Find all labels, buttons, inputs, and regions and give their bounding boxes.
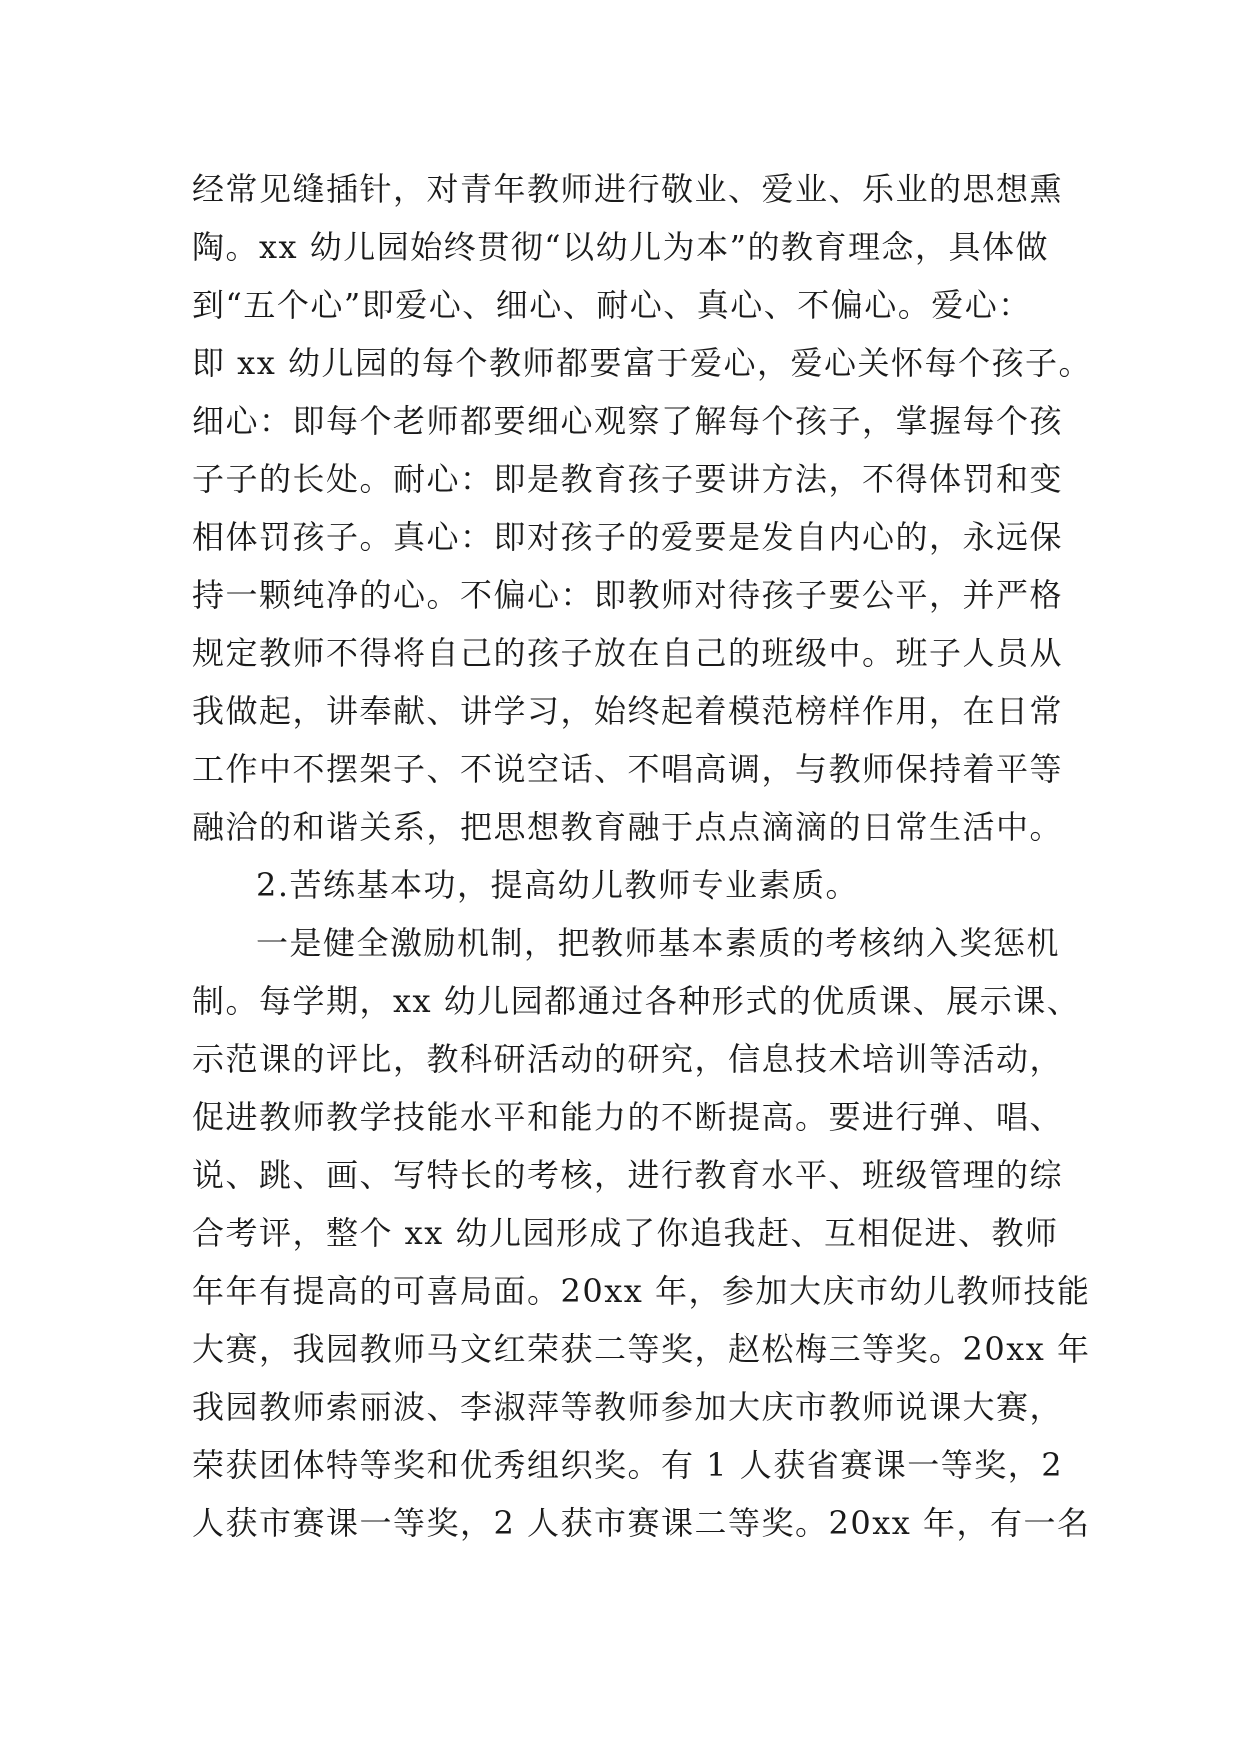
text-line: 子子的长处。耐心：即是教育孩子要讲方法，不得体罚和变 <box>192 460 1064 498</box>
text-line: 陶。xx 幼儿园始终贯彻“以幼儿为本”的教育理念，具体做 <box>192 228 1049 266</box>
text-line: 促进教师教学技能水平和能力的不断提高。要进行弹、唱、 <box>192 1098 1064 1136</box>
text-line: 我做起，讲奉献、讲学习，始终起着模范榜样作用，在日常 <box>192 692 1064 730</box>
text-line: 经常见缝插针，对青年教师进行敬业、爱业、乐业的思想熏 <box>192 170 1064 208</box>
paragraph-start-line: 一是健全激励机制，把教师基本素质的考核纳入奖惩机 <box>256 924 1061 962</box>
document-body <box>192 160 1092 1552</box>
text-line: 细心：即每个老师都要细心观察了解每个孩子，掌握每个孩 <box>192 402 1064 440</box>
text-line: 说、跳、画、写特长的考核，进行教育水平、班级管理的综 <box>192 1156 1064 1194</box>
text-line: 年年有提高的可喜局面。20xx 年，参加大庆市幼儿教师技能 <box>192 1272 1091 1310</box>
text-line: 人获市赛课一等奖，2 人获市赛课二等奖。20xx 年，有一名 <box>192 1504 1091 1542</box>
text-line: 规定教师不得将自己的孩子放在自己的班级中。班子人员从 <box>192 634 1064 672</box>
text-line: 持一颗纯净的心。不偏心：即教师对待孩子要公平，并严格 <box>192 576 1064 614</box>
text-line: 大赛，我园教师马文红荣获二等奖，赵松梅三等奖。20xx 年 <box>192 1330 1091 1368</box>
text-line: 示范课的评比，教科研活动的研究，信息技术培训等活动， <box>192 1040 1064 1078</box>
text-line: 我园教师索丽波、李淑萍等教师参加大庆市教师说课大赛， <box>192 1388 1064 1426</box>
section-heading: 2.苦练基本功，提高幼儿教师专业素质。 <box>256 866 860 904</box>
text-line: 荣获团体特等奖和优秀组织奖。有 1 人获省赛课一等奖，2 <box>192 1446 1064 1484</box>
text-line: 相体罚孩子。真心：即对孩子的爱要是发自内心的，永远保 <box>192 518 1064 556</box>
text-line: 工作中不摆架子、不说空话、不唱高调，与教师保持着平等 <box>192 750 1064 788</box>
text-line: 融洽的和谐关系，把思想教育融于点点滴滴的日常生活中。 <box>192 808 1064 846</box>
text-line: 到“五个心”即爱心、细心、耐心、真心、不偏心。爱心： <box>192 286 1032 324</box>
text-line: 即 xx 幼儿园的每个教师都要富于爱心，爱心关怀每个孩子。 <box>192 344 1092 382</box>
text-line: 制。每学期，xx 幼儿园都通过各种形式的优质课、展示课、 <box>192 982 1081 1020</box>
text-line: 合考评，整个 xx 幼儿园形成了你追我赶、互相促进、教师 <box>192 1214 1059 1252</box>
